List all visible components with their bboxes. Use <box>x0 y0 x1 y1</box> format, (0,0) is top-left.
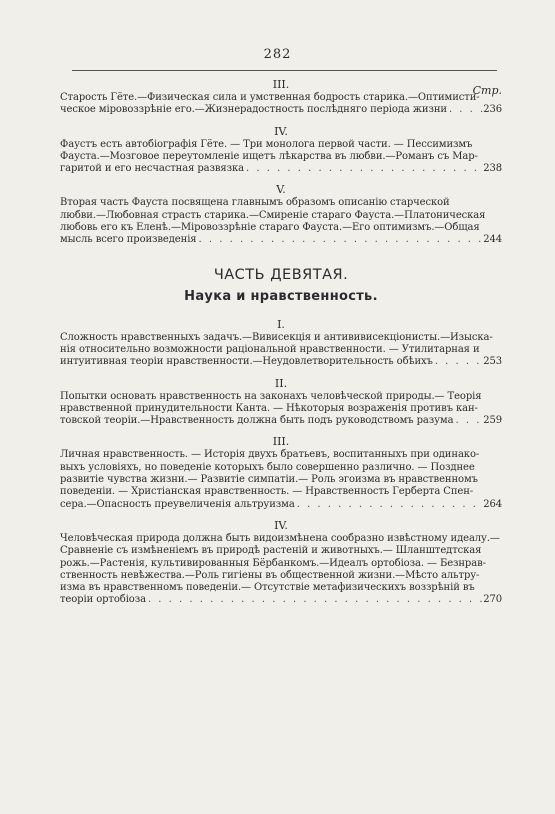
dot-leader <box>433 356 483 368</box>
toc-entry <box>60 449 502 510</box>
entry-text-line: ческое міровоззрѣніе его.—Жизнерадостность послѣдняго періода жизни <box>60 104 447 116</box>
entry-text-line: любви.—Любовная страсть старика.—Смиреніе стараго Фауста.—Платоническая <box>60 209 486 221</box>
toc-entry <box>60 533 502 607</box>
entry-page-number: 238 <box>483 163 502 175</box>
entry-text-line: Старость Гёте.—Физическая сила и умственная бодрость старика.—Оптимисти- <box>60 92 480 103</box>
entry-text-line: гаритой и его несчастная развязка <box>60 163 244 175</box>
dot-leader <box>146 594 483 606</box>
entry-text-line: Личная нравственность. — Исторія двухъ братьевъ, воспитанныхъ при одинако- <box>60 449 480 461</box>
entry-last-line <box>60 163 502 175</box>
toc-section <box>60 183 502 246</box>
entry-last-line <box>60 356 502 368</box>
entry-text-line: сера.—Опасность преувеличенія альтруизма <box>60 498 295 510</box>
dot-leader <box>244 163 483 175</box>
entry-page-number: 244 <box>483 234 502 246</box>
table-of-contents <box>60 74 502 607</box>
toc-section <box>60 78 502 117</box>
dot-leader <box>453 415 483 427</box>
entry-page-number: 236 <box>483 104 502 116</box>
section-numeral: IV. <box>274 124 288 138</box>
entry-text-line: товской теоріи.—Нравственность должна быть подъ руководствомъ разума <box>60 415 454 427</box>
entry-text-line: интуитивная теоріи нравственности.—Неудовлетворительность обѣихъ <box>60 356 433 368</box>
header-rule <box>72 70 497 71</box>
section-numeral: V. <box>276 183 286 197</box>
toc-section <box>60 318 502 369</box>
entry-text-line: развитіе чувства жизни.— Развитіе симпатіи.— Роль эгоизма въ нравственномъ <box>60 474 478 486</box>
toc-entry <box>60 92 502 117</box>
entry-page-number: 270 <box>483 594 502 606</box>
entry-page-number: 259 <box>483 415 502 427</box>
entry-page-number: 264 <box>483 498 502 510</box>
entry-text-line: Сравненіе съ измѣненіемъ въ природѣ растеній и животныхъ.— Шланштедтская <box>60 545 482 557</box>
toc-section <box>60 519 502 607</box>
entry-text-line: Человѣческая природа должна быть видоизмѣнена сообразно извѣстному идеалу.— <box>60 532 500 544</box>
dot-leader <box>197 234 484 246</box>
entry-text-line: любовь его къ Еленѣ.—Міровоззрѣніе стараго Фауста.—Его оптимизмъ.—Общая <box>60 222 480 234</box>
entry-last-line <box>60 415 502 427</box>
entry-text-line: нравственной принудительности Канта. — Нѣкоторыя возраженія противъ кан- <box>60 402 478 414</box>
entry-text-line: теоріи ортобіоза <box>60 594 146 606</box>
section-numeral: III. <box>272 435 290 449</box>
toc-entry <box>60 332 502 369</box>
page-number: 282 <box>263 47 292 62</box>
entry-text-line: Вторая часть Фауста посвящена главнымъ образомъ описанію старческой <box>60 197 450 209</box>
entry-page-number: 253 <box>483 356 502 368</box>
entry-text-line: рожь.—Растенія, культивированныя Бёрбанкомъ.—Идеалъ ортобіоза. — Безнрав- <box>60 557 486 569</box>
entry-text-line: ственность невѣжества.—Роль гигіены въ общественной жизни.—Мѣсто альтру- <box>60 569 480 581</box>
entry-text-line: Фаустъ есть автобіографія Гёте. — Три монолога первой части. — Пессимизмъ <box>60 138 473 150</box>
entry-text-line: изма въ нравственномъ поведеніи.— Отсутствіе метафизическихъ воззрѣній въ <box>60 582 475 594</box>
entry-last-line <box>60 594 502 606</box>
entry-last-line <box>60 104 502 116</box>
dot-leader <box>447 104 483 116</box>
toc-section <box>60 125 502 176</box>
entry-text-line: Фауста.—Мозговое переутомленіе ищетъ лѣкарства въ любви.—Романъ съ Мар- <box>60 150 478 162</box>
page-column-label: Стр. <box>472 84 502 97</box>
entry-text-line: нія относительно возможности раціональной нравственности. — Утилитарная и <box>60 343 480 355</box>
entry-text-line: Попытки основать нравственность на законахъ человѣческой природы.— Теорія <box>60 390 482 402</box>
entry-text-line: Сложность нравственныхъ задачъ.—Вивисекція и антививисекціонисты.—Изыска- <box>60 331 493 343</box>
entry-last-line <box>60 234 502 246</box>
toc-bottom-sections <box>60 318 502 607</box>
section-numeral: IV. <box>274 518 288 532</box>
dot-leader <box>295 499 484 511</box>
section-numeral: III. <box>272 78 290 91</box>
toc-entry <box>60 139 502 176</box>
toc-section <box>60 377 502 428</box>
part-subtitle: Наука и нравственность. <box>184 288 378 304</box>
part-title: ЧАСТЬ ДЕВЯТАЯ. <box>213 266 349 283</box>
toc-entry <box>60 197 502 246</box>
section-numeral: I. <box>277 317 285 331</box>
toc-entry <box>60 391 502 428</box>
toc-section <box>60 435 502 510</box>
entry-last-line <box>60 499 502 511</box>
section-numeral: II. <box>274 376 288 390</box>
toc-top-sections <box>60 78 502 247</box>
entry-text-line: мысль всего произведенія <box>60 234 197 246</box>
entry-text-line: выхъ условіяхъ, но поведеніе которыхъ было совершенно различно. — Позднее <box>60 461 475 473</box>
entry-text-line: поведеніи. — Христіанская нравственность. — Нравственность Герберта Спен- <box>60 486 474 498</box>
